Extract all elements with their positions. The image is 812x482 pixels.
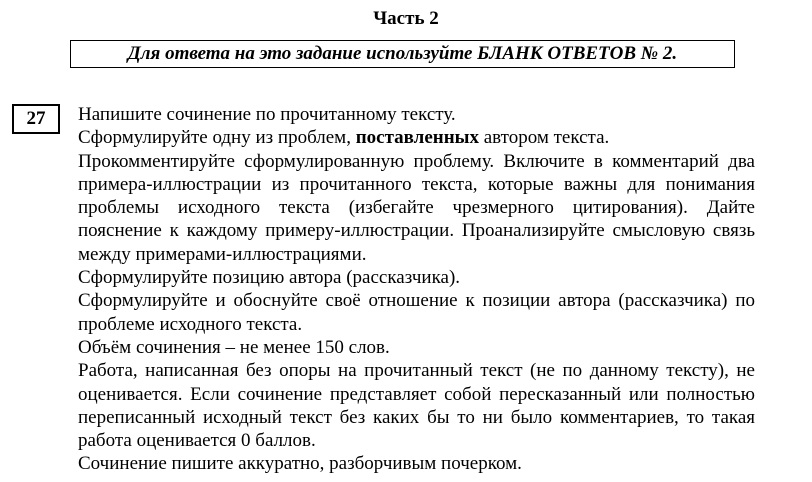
task-paragraph-attitude: Сформулируйте и обоснуйте своё отношение к позиции автора (рассказчика) по проблеме исходного текста.: [78, 290, 755, 335]
task-line-volume: Объём сочинения – не менее 150 слов.: [78, 336, 390, 358]
task-line-formulate-problem: [78, 126, 755, 149]
task-line-write-essay: Напишите сочинение по прочитанному тексту.: [78, 104, 456, 125]
task-line-author-position: Сформулируйте позицию автора (рассказчика).: [78, 267, 461, 289]
task-text-fragment: автором текста.: [478, 127, 610, 149]
task-number-box: 27: [12, 104, 60, 134]
answer-sheet-instruction: Для ответа на это задание используйте БЛАНК ОТВЕТОВ № 2.: [70, 40, 735, 68]
part-title: Часть 2: [373, 8, 439, 29]
task-paragraph-rules: Работа, написанная без опоры на прочитанный текст (не по данному тексту), не оценивается. Если сочинение представляет собой пересказанный или полностью переписанный исходный текст без каких бы то ни было комментариев, то такая работа оценивается 0 баллов.: [78, 360, 755, 452]
task-paragraph-comment: Прокомментируйте сформулированную проблему. Включите в комментарий два примера-иллюстрации из прочитанного текста, которые важны для понимания проблемы исходного текста (избегайте чрезмерного цитирования). Дайте пояснение к каждому примеру-иллюстрации. Проанализируйте смысловую связь между примерами-иллюстрациями.: [78, 150, 755, 265]
task-line-handwriting: Сочинение пишите аккуратно, разборчивым почерком.: [78, 453, 522, 475]
task-text-fragment: Сформулируйте одну из проблем,: [78, 127, 356, 149]
task-text: [78, 103, 755, 476]
task-text-bold: поставленных: [355, 127, 479, 149]
